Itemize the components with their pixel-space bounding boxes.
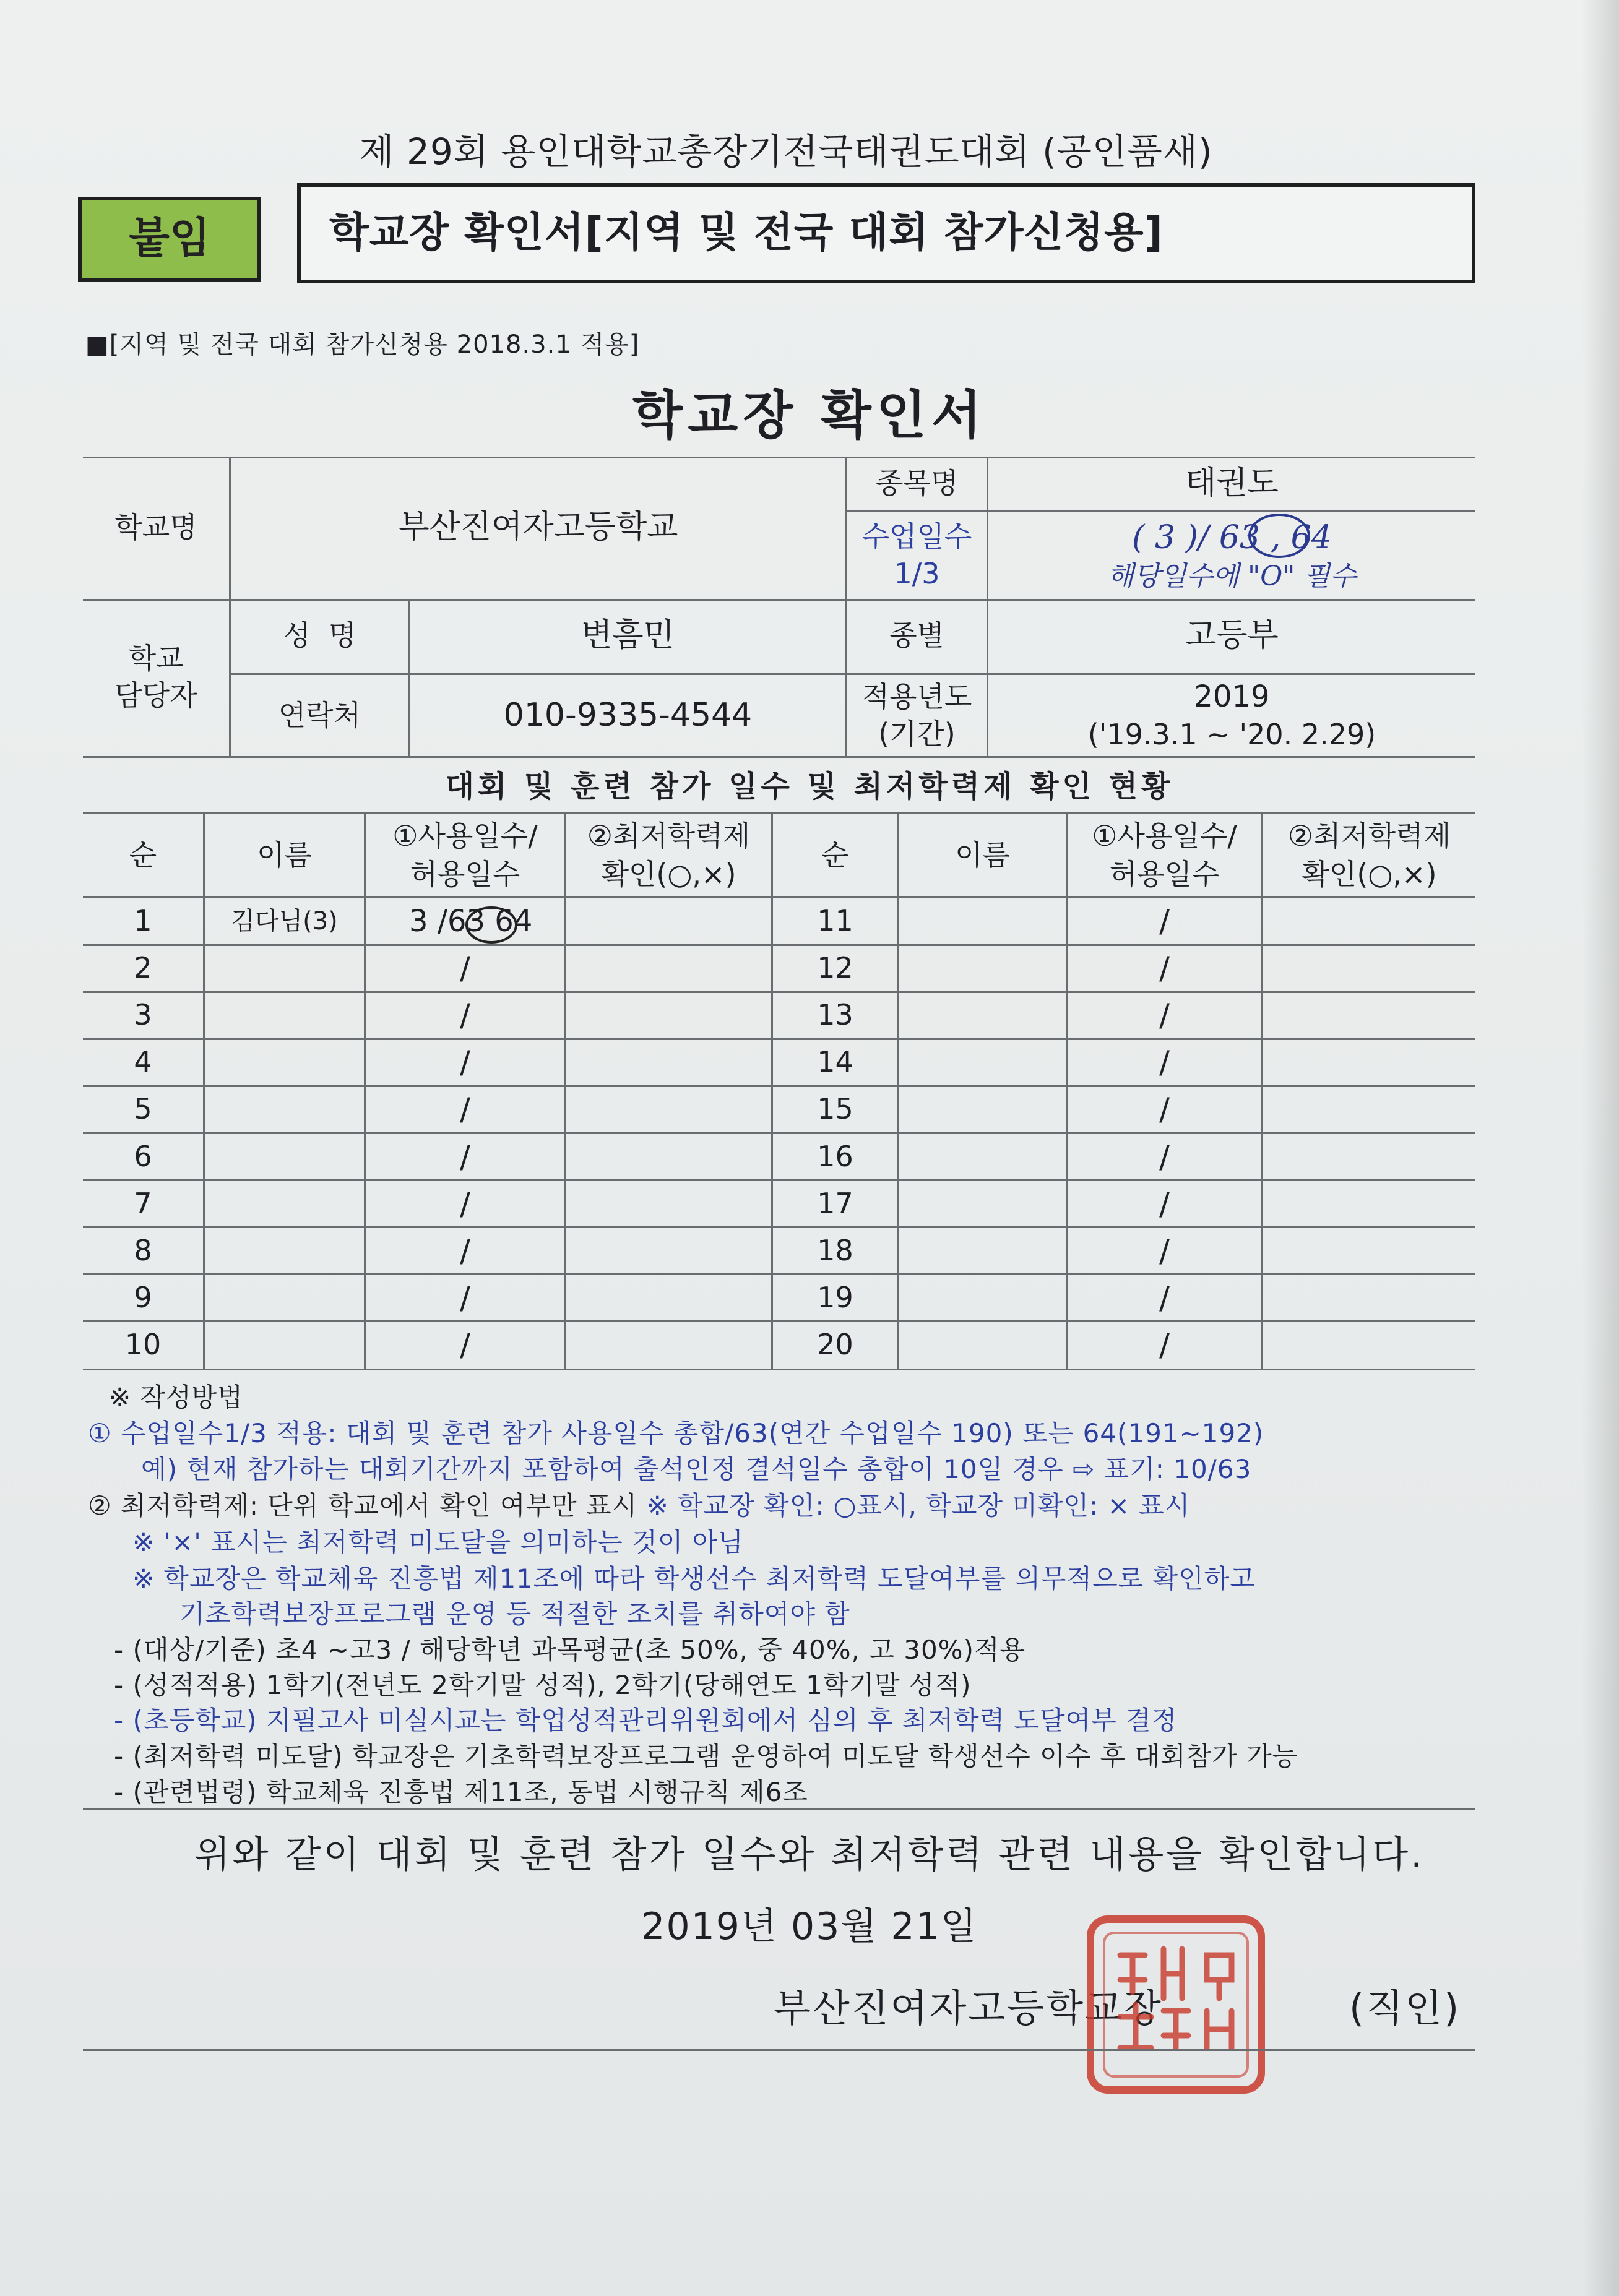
table-cell-no: 3 [134,998,152,1032]
phone-value: 010-9335-4544 [503,696,753,734]
instruction-line-9: - (초등학교) 지필고사 미실시교는 학업성적관리위원회에서 심의 후 최저학력 도달여부 결정 [114,1705,1178,1735]
table-cell-no: 8 [134,1234,152,1268]
table-cell-name [205,1180,364,1228]
table-cell-days: / [460,1232,470,1269]
instruction-line-4: ※ '×' 표시는 최저학력 미도달을 의미하는 것이 아님 [132,1527,744,1557]
instruction-line-8: - (성적적용) 1학기(전년도 2학기말 성적), 2학기(당해연도 1학기말 성적) [114,1670,972,1700]
table-cell-no: 16 [817,1140,853,1174]
days-value-text: ( 3 )/ 63 , 64 [1132,518,1332,556]
header-min-right [1263,814,1475,896]
days-value-note: 해당일수에 "O" 필수 [1107,561,1357,593]
table-cell-min [1263,1322,1475,1369]
table-cell-days: / [1159,1232,1170,1269]
school-label: 학교명 [114,510,197,544]
event-title: 제 29회 용인대학교총장기전국태권도대회 (공인품새) [359,131,1213,173]
header-days-right [1068,814,1261,896]
year-value-text: 2019 [1194,679,1270,715]
table-cell-no: 11 [817,904,853,938]
instruction-line-3b: ※ 학교장 확인: ○표시, 학교장 미확인: × 표시 [646,1490,1191,1521]
table-cell-name [205,1275,364,1322]
table-cell-days: / [1159,950,1170,986]
table-cell-name [205,1133,364,1180]
table-cell-no: 1 [134,904,152,938]
table-cell-name: 김다님(3) [231,907,338,935]
table-cell-name [205,1086,364,1133]
days-circle-mark [1245,511,1313,561]
header-no-right: 순 [821,838,849,872]
row1-days-circle-mark [463,905,520,945]
contact-group-label-line1: 학교 [128,642,184,676]
table-cell-min [566,1086,771,1133]
official-seal-stamp [1083,1912,1269,2097]
table-cell-days: / [460,1138,470,1175]
table-cell-days: / [1159,1138,1170,1175]
table-cell-min [1263,1228,1475,1275]
days-label-line2: 1/3 [894,557,940,590]
days-label [847,512,987,599]
table-cell-days: / [1159,903,1170,939]
school-name: 부산진여자고등학교 [398,509,678,546]
table-cell-min [1263,1275,1475,1322]
instruction-line-1: ① 수업일수1/3 적용: 대회 및 훈련 참가 사용일수 총합/63(연간 수업일수 190) 또는 64(191~192) [88,1418,1264,1448]
table-cell-name [899,1228,1066,1275]
table-cell-no: 10 [124,1328,162,1362]
confirmation-text: 위와 같이 대회 및 훈련 참가 일수와 최저학력 관련 내용을 확인합니다. [194,1833,1425,1877]
instructions-bottom-line [83,1808,1475,1810]
table-cell-no: 20 [817,1328,853,1362]
table-cell-no: 9 [134,1281,152,1315]
table-cell-no: 4 [134,1045,152,1079]
days-label-line1: 수업일수 [861,520,972,554]
table-cell-no: 7 [134,1187,152,1221]
table-cell-min [566,945,771,992]
table-cell-days: / [460,950,470,986]
table-cell-min [566,898,771,945]
table-cell-min [1263,992,1475,1039]
table-cell-min [566,1275,771,1322]
table-cell-days: / [1159,997,1170,1033]
header-min-left [566,814,771,896]
table-cell-name [899,945,1066,992]
table-cell-min [1263,898,1475,945]
document-date: 2019년 03월 21일 [641,1905,978,1948]
instruction-line-3a: ② 최저학력제: 단위 학교에서 확인 여부만 표시 [88,1490,647,1521]
table-cell-days: / [1159,1326,1170,1363]
header-name-left: 이름 [257,838,312,872]
header-name-right: 이름 [955,838,1010,872]
instructions-heading: ※ 작성방법 [109,1382,243,1412]
header-min-left-line1: ②최저학력제 [587,819,751,853]
table-cell-min [566,1180,771,1228]
table-cell-name [899,992,1066,1039]
section-title: 대회 및 훈련 참가 일수 및 최저학력제 확인 현황 [445,769,1174,804]
table-cell-name [205,1039,364,1086]
header-no-left: 순 [129,838,157,872]
seal-label: (직인) [1349,1985,1461,2031]
year-label-line1: 적용년도 [861,679,972,713]
table-cell-days: / [460,1326,470,1363]
footer-line [83,2049,1475,2051]
days-value [988,512,1475,599]
year-value [988,675,1475,756]
category-value: 고등부 [1185,617,1279,655]
year-period: ('19.3.1 ~ '20. 2.29) [1087,717,1376,751]
table-cell-no: 19 [817,1281,853,1315]
table-cell-no: 17 [817,1187,853,1221]
header-min-right-line1: ②최저학력제 [1287,819,1451,853]
header-days-right-line1: ①사용일수/ [1092,819,1237,853]
table-cell-days: 3 /63 64 [409,903,533,939]
header-min-left-line2: 확인(○,×) [601,858,736,891]
document-title: 학교장 확인서 [632,385,987,445]
table-cell-no: 2 [134,951,152,985]
instruction-line-10: - (최저학력 미도달) 학교장은 기초학력보장프로그램 운영하여 미도달 학생선수 이수 후 대회참가 가능 [114,1741,1298,1771]
phone-label: 연락처 [278,698,361,732]
category-label: 종별 [889,619,944,653]
table-cell-days: / [460,1044,470,1080]
event-label: 종목명 [875,466,959,500]
table-cell-name [205,1228,364,1275]
table-cell-days: / [460,1279,470,1316]
table-cell-no: 12 [817,951,853,985]
form-title: 학교장 확인서[지역 및 전국 대회 참가신청용] [297,183,1475,283]
table-cell-name [205,945,364,992]
table-cell-min [1263,945,1475,992]
instruction-line-3 [88,1486,1190,1523]
table-cell-no: 6 [134,1140,152,1174]
instruction-line-7: - (대상/기준) 초4 ~고3 / 해당학년 과목평균(초 50%, 중 40%, 고 30%)적용 [114,1635,1026,1665]
table-cell-min [1263,1133,1475,1180]
table-cell-no: 14 [817,1045,853,1079]
table-cell-no: 18 [817,1234,853,1268]
table-cell-no: 13 [817,998,853,1032]
contact-name: 변흠민 [581,617,675,655]
table-cell-name [899,1133,1066,1180]
header-days-left-line1: ①사용일수/ [392,819,538,853]
table-cell-days: / [1159,1279,1170,1316]
name-label: 성 명 [283,619,356,653]
instruction-line-5: ※ 학교장은 학교체육 진흥법 제11조에 따라 학생선수 최저학력 도달여부를 의무적으로 확인하고 [132,1563,1256,1594]
principal-signature: 부산진여자고등학교장 [774,1985,1163,2031]
table-cell-no: 15 [817,1092,853,1126]
header-days-left [366,814,564,896]
table-cell-name [899,898,1066,945]
page-edge-shadow [1582,0,1619,2296]
info-line-bottom [83,756,1475,758]
table-cell-name [899,1322,1066,1369]
table-cell-days: / [1159,1185,1170,1222]
attachment-badge: 붙임 [78,197,261,282]
ptable-line-bottom [83,1369,1475,1370]
table-cell-min [566,1133,771,1180]
header-min-right-line2: 확인(○,×) [1302,858,1437,891]
instruction-line-11: - (관련법령) 학교체육 진흥법 제11조, 동법 시행규칙 제6조 [114,1777,808,1807]
table-cell-min [566,1228,771,1275]
table-cell-min [1263,1180,1475,1228]
table-cell-days: / [460,997,470,1033]
table-cell-name [205,992,364,1039]
header-days-left-line2: 허용일수 [410,858,520,891]
table-cell-name [899,1086,1066,1133]
contact-group-label-line2: 담당자 [114,679,197,712]
instruction-line-6: 기초학력보장프로그램 운영 등 적절한 조치를 취하여야 함 [179,1599,850,1629]
table-cell-name [899,1275,1066,1322]
table-cell-name [899,1180,1066,1228]
table-cell-min [1263,1039,1475,1086]
table-cell-min [1263,1086,1475,1133]
table-cell-days: / [460,1185,470,1222]
applicability-note: ■[지역 및 전국 대회 참가신청용 2018.3.1 적용] [85,330,640,359]
header-days-right-line2: 허용일수 [1109,858,1220,891]
year-label-line2: (기간) [878,716,956,750]
instruction-line-2: 예) 현재 참가하는 대회기간까지 포함하여 출석인정 결석일수 총합이 10일 경우 ⇨ 표기: 10/63 [141,1454,1252,1484]
event-value: 태권도 [1185,464,1279,502]
contact-group-label [83,599,229,756]
table-cell-name [205,1322,364,1369]
table-cell-min [566,1322,771,1369]
table-cell-min [566,992,771,1039]
table-cell-min [566,1039,771,1086]
table-cell-days: / [1159,1091,1170,1127]
table-cell-days: / [1159,1044,1170,1080]
table-cell-name [899,1039,1066,1086]
year-label [847,675,987,756]
table-cell-no: 5 [134,1092,152,1126]
table-cell-days: / [460,1091,470,1127]
